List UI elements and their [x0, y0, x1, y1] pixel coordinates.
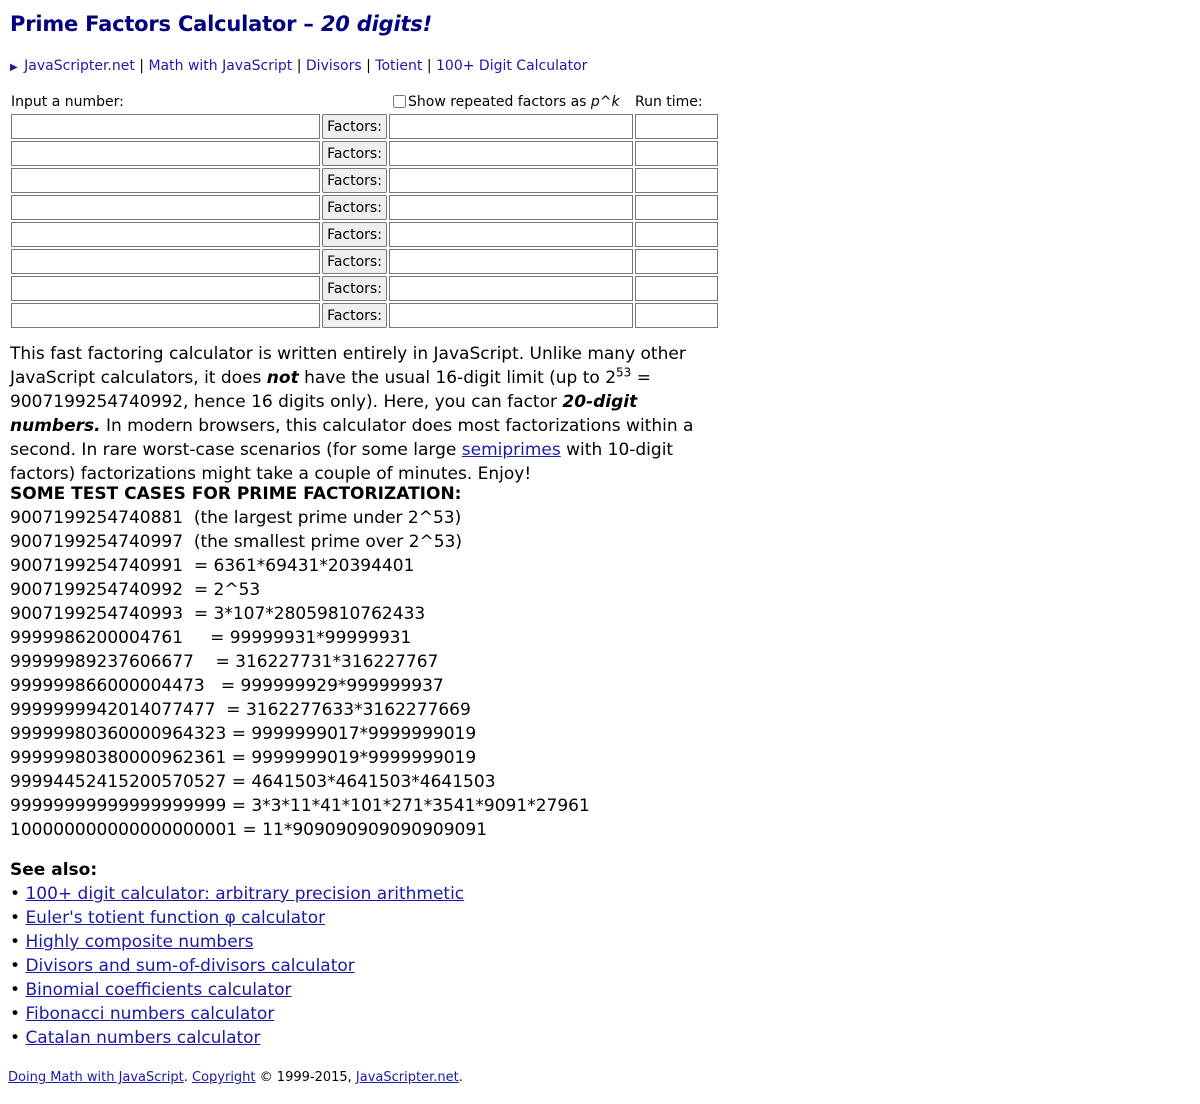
factors-button[interactable]: Factors: — [322, 222, 387, 247]
test-case: 99999989237606677 = 316227731*316227767 — [10, 652, 439, 672]
semiprimes-link[interactable]: semiprimes — [461, 440, 561, 460]
nav-link-100-digit[interactable]: 100+ Digit Calculator — [436, 58, 588, 74]
footer-text: . — [183, 1070, 192, 1085]
see-also-item — [10, 930, 464, 954]
runtime-field[interactable] — [635, 168, 718, 193]
test-case: 100000000000000000001 = 11*909090909090909091 — [10, 820, 488, 840]
description-text: In modern browsers, this calculator does most factorizations within a second. In rare worst-case scenarios (for some large — [10, 416, 694, 460]
description-text: = 9007199254740992, hence 16 digits only). Here, you can factor — [10, 368, 651, 412]
factors-button[interactable]: Factors: — [322, 168, 387, 193]
link-fibonacci-calculator[interactable]: Fibonacci numbers calculator — [25, 1004, 275, 1024]
calc-row — [10, 222, 730, 247]
factors-button[interactable]: Factors: — [322, 276, 387, 301]
calc-row — [10, 249, 730, 274]
bullet-icon: • — [10, 1004, 21, 1024]
factors-result[interactable] — [389, 303, 633, 328]
test-case: 99999999999999999999 = 3*3*11*41*101*271*3541*9091*27961 — [10, 796, 590, 816]
see-also-item — [10, 978, 464, 1002]
number-input[interactable] — [11, 249, 320, 274]
nav-separator: | — [296, 58, 302, 74]
factors-result[interactable] — [389, 222, 633, 247]
see-also-item — [10, 1026, 464, 1050]
runtime-field[interactable] — [635, 276, 718, 301]
description-not: not — [266, 368, 299, 388]
see-also-item — [10, 1002, 464, 1026]
description-text: with 10-digit factors) factorizations might take a couple of minutes. Enjoy! — [10, 440, 674, 484]
nav-separator: | — [426, 58, 432, 74]
repeat-factors-label: Show repeated factors as — [408, 94, 591, 110]
link-highly-composite[interactable]: Highly composite numbers — [25, 932, 254, 952]
nav-link-math[interactable]: Math with JavaScript — [148, 58, 293, 74]
factors-result[interactable] — [389, 141, 633, 166]
link-totient-calculator[interactable]: Euler's totient function φ calculator — [25, 908, 326, 928]
description-twenty-digit: 20-digit numbers. — [10, 392, 638, 436]
number-input[interactable] — [11, 195, 320, 220]
test-case: 99994452415200570527 = 4641503*4641503*4641503 — [10, 772, 496, 792]
calc-row — [10, 276, 730, 301]
runtime-field[interactable] — [635, 141, 718, 166]
nav-separator: | — [139, 58, 145, 74]
test-case: 9007199254740992 = 2^53 — [10, 580, 261, 600]
description-text: This fast factoring calculator is written entirely in JavaScript. Unlike many other JavaScript calculators, it does — [10, 344, 686, 388]
number-input[interactable] — [11, 141, 320, 166]
repeat-factors-option[interactable] — [393, 94, 620, 110]
test-case: 9007199254740997 (the smallest prime over 2^53) — [10, 532, 463, 552]
factors-button[interactable]: Factors: — [322, 195, 387, 220]
nav-bar — [10, 58, 587, 74]
link-binomial-calculator[interactable]: Binomial coefficients calculator — [25, 980, 292, 1000]
nav-link-divisors[interactable]: Divisors — [305, 58, 362, 74]
footer-link-doing-math[interactable]: Doing Math with JavaScript — [8, 1070, 184, 1085]
factors-button[interactable]: Factors: — [322, 141, 387, 166]
see-also-item — [10, 906, 464, 930]
see-also-item — [10, 954, 464, 978]
title-text: Prime Factors Calculator – — [10, 12, 321, 36]
runtime-label: Run time: — [635, 94, 703, 110]
repeat-factors-math: p^k — [590, 94, 620, 110]
footer-link-copyright[interactable]: Copyright — [192, 1070, 256, 1085]
calc-row — [10, 141, 730, 166]
see-also-item — [10, 882, 464, 906]
factors-button[interactable]: Factors: — [322, 114, 387, 139]
test-case: 9999999942014077477 = 3162277633*3162277669 — [10, 700, 471, 720]
test-case: 9007199254740881 (the largest prime under 2^53) — [10, 508, 462, 528]
nav-link-totient[interactable]: Totient — [375, 58, 423, 74]
input-label: Input a number: — [11, 94, 124, 110]
bullet-icon: • — [10, 884, 21, 904]
bullet-icon: • — [10, 956, 21, 976]
footer — [8, 1070, 463, 1085]
factors-result[interactable] — [389, 276, 633, 301]
calc-row — [10, 168, 730, 193]
factors-button[interactable]: Factors: — [322, 303, 387, 328]
factors-result[interactable] — [389, 114, 633, 139]
factors-result[interactable] — [389, 249, 633, 274]
nav-separator: | — [366, 58, 371, 74]
factors-result[interactable] — [389, 168, 633, 193]
description-exponent: 53 — [616, 365, 632, 380]
test-case: 9999986200004761 = 99999931*99999931 — [10, 628, 412, 648]
test-case: 9007199254740993 = 3*107*28059810762433 — [10, 604, 426, 624]
see-also-header: See also: — [10, 860, 98, 880]
bullet-icon: • — [10, 980, 21, 1000]
number-input[interactable] — [11, 276, 320, 301]
footer-text: . — [458, 1070, 463, 1085]
footer-link-javascripter[interactable]: JavaScripter.net — [355, 1070, 459, 1085]
triangle-icon: ▶ — [10, 62, 18, 73]
link-100-digit-calculator[interactable]: 100+ digit calculator: arbitrary precision arithmetic — [25, 884, 465, 904]
description — [10, 342, 710, 486]
link-divisors-calculator[interactable]: Divisors and sum-of-divisors calculator — [25, 956, 355, 976]
test-case: 99999980360000964323 = 9999999017*9999999019 — [10, 724, 477, 744]
runtime-field[interactable] — [635, 249, 718, 274]
runtime-field[interactable] — [635, 195, 718, 220]
see-also — [10, 858, 464, 1050]
page-title — [10, 12, 432, 36]
test-cases-header: SOME TEST CASES FOR PRIME FACTORIZATION: — [10, 484, 462, 504]
calc-row — [10, 195, 730, 220]
runtime-field[interactable] — [635, 114, 718, 139]
link-catalan-calculator[interactable]: Catalan numbers calculator — [25, 1028, 261, 1048]
runtime-field[interactable] — [635, 222, 718, 247]
test-case: 999999866000004473 = 999999929*999999937 — [10, 676, 444, 696]
calc-row — [10, 114, 730, 139]
number-input[interactable] — [11, 114, 320, 139]
number-input[interactable] — [11, 168, 320, 193]
test-cases — [10, 482, 590, 842]
bullet-icon: • — [10, 932, 21, 952]
runtime-field[interactable] — [635, 303, 718, 328]
test-case: 9007199254740991 = 6361*69431*20394401 — [10, 556, 415, 576]
bullet-icon: • — [10, 908, 21, 928]
nav-link-javascripter[interactable]: JavaScripter.net — [24, 58, 135, 74]
calc-row — [10, 303, 730, 328]
footer-text: © 1999-2015, — [255, 1070, 356, 1085]
repeat-factors-checkbox[interactable] — [393, 95, 406, 108]
title-emphasis: 20 digits! — [320, 12, 432, 36]
number-input[interactable] — [11, 222, 320, 247]
test-case: 99999980380000962361 = 9999999019*9999999019 — [10, 748, 477, 768]
factors-result[interactable] — [389, 195, 633, 220]
number-input[interactable] — [11, 303, 320, 328]
bullet-icon: • — [10, 1028, 21, 1048]
description-text: have the usual 16-digit limit (up to 2 — [298, 368, 617, 388]
factors-button[interactable]: Factors: — [322, 249, 387, 274]
